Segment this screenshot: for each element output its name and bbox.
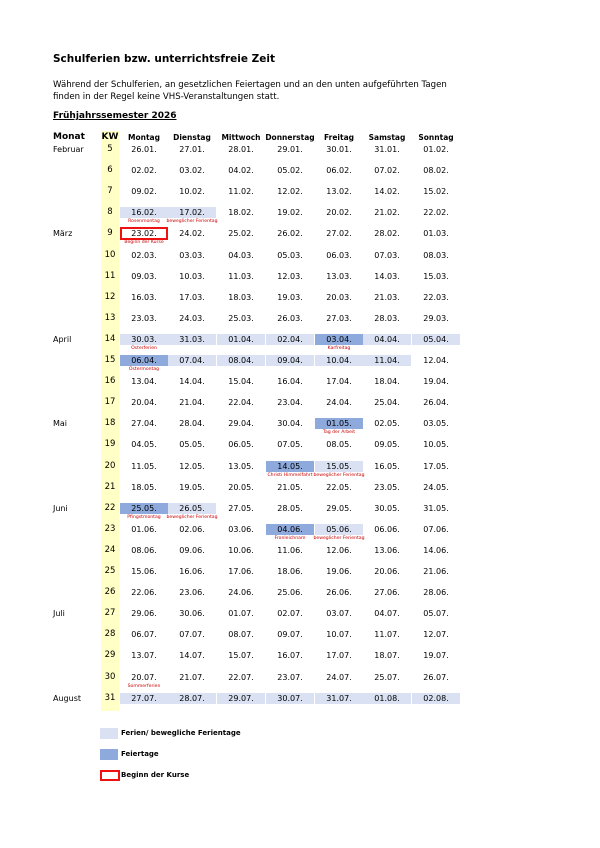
header-dienstag: Dienstag	[173, 133, 211, 142]
date-note: Ostermontag	[128, 367, 160, 372]
date-cell: 25.03.	[228, 313, 254, 323]
date-cell: 24.04.	[326, 398, 352, 408]
date-cell: 01.03.	[423, 229, 449, 239]
date-cell: 07.07.	[179, 630, 205, 640]
date-cell: 14.07.	[179, 651, 205, 661]
date-cell: 06.02.	[326, 166, 352, 176]
date-cell: 01.06.	[131, 524, 157, 534]
date-cell: 11.05.	[131, 461, 157, 471]
date-cell: 18.02.	[228, 208, 254, 218]
date-cell: 21.06.	[423, 567, 449, 576]
date-cell: 25.06.	[277, 588, 303, 598]
date-cell: 16.07.	[277, 651, 303, 661]
date-note: beweglicher Ferientag	[313, 472, 365, 478]
date-cell: 17.04.	[326, 377, 352, 387]
header-mittwoch: Mittwoch	[221, 133, 261, 142]
date-cell: 15.05.	[326, 461, 352, 471]
date-cell: 16.02.	[131, 208, 157, 218]
kw-number: 28	[104, 629, 116, 640]
date-cell: 24.06.	[228, 588, 254, 598]
kw-number: 11	[104, 270, 116, 281]
date-cell: 19.07.	[423, 651, 449, 661]
date-cell: 09.02.	[131, 187, 157, 197]
date-note: Rosenmontag	[128, 219, 160, 225]
date-cell: 22.03.	[423, 292, 449, 302]
date-cell: 23.06.	[179, 588, 205, 598]
date-cell: 20.07.	[131, 672, 157, 682]
date-cell: 16.04.	[277, 377, 303, 387]
kw-number: 25	[104, 566, 116, 576]
date-cell: 06.07.	[131, 630, 157, 640]
date-cell: 13.02.	[326, 187, 352, 197]
date-cell: 26.06.	[326, 588, 352, 598]
kw-number: 23	[104, 523, 116, 534]
date-cell: 26.01.	[131, 145, 157, 154]
date-cell: 23.07.	[277, 672, 303, 682]
date-cell: 10.02.	[179, 187, 205, 197]
date-cell: 10.07.	[326, 630, 352, 640]
date-cell: 06.06.	[374, 524, 400, 534]
legend-swatch-dark	[100, 749, 118, 760]
date-cell: 18.07.	[374, 651, 400, 661]
date-cell: 05.02.	[277, 166, 303, 176]
date-cell: 20.05.	[228, 482, 254, 492]
date-cell: 17.06.	[228, 567, 254, 576]
date-cell: 11.07.	[374, 630, 400, 640]
date-cell: 05.05.	[179, 440, 205, 450]
date-cell: 08.07.	[228, 630, 254, 640]
date-cell: 11.04.	[374, 356, 400, 365]
date-cell: 18.03.	[228, 292, 254, 302]
month-label: Mai	[53, 419, 68, 429]
date-cell: 28.04.	[179, 419, 205, 429]
date-cell: 01.05.	[326, 419, 352, 429]
date-cell: 08.02.	[423, 166, 449, 176]
date-cell: 13.07.	[131, 651, 157, 661]
date-cell: 31.01.	[374, 145, 400, 154]
date-cell: 06.03.	[326, 250, 352, 260]
legend-swatch-box	[100, 770, 120, 781]
date-cell: 21.02.	[374, 208, 400, 218]
date-note: Sommerferien	[127, 683, 161, 689]
date-cell: 05.03.	[277, 250, 303, 260]
intro-line-1: Während der Schulferien, an gesetzlichen Feiertagen und an den unten aufgeführten Tagen	[53, 80, 447, 90]
date-cell: 02.04.	[277, 334, 303, 344]
date-cell: 18.04.	[374, 377, 400, 387]
date-cell: 29.07.	[228, 693, 254, 703]
date-cell: 08.06.	[131, 545, 157, 555]
date-cell: 07.03.	[374, 250, 400, 260]
date-cell: 07.05.	[277, 440, 303, 450]
date-cell: 13.06.	[374, 545, 400, 555]
page-title: Schulferien bzw. unterrichtsfreie Zeit	[53, 53, 275, 65]
date-cell: 22.07.	[228, 672, 254, 682]
date-note: Tag der Arbeit	[322, 430, 356, 436]
date-cell: 09.04.	[277, 356, 303, 365]
date-cell: 28.05.	[277, 503, 303, 513]
date-cell: 07.02.	[374, 166, 400, 176]
kw-number: 21	[104, 481, 116, 492]
date-cell: 04.02.	[228, 166, 254, 176]
date-cell: 02.05.	[374, 419, 400, 429]
date-cell: 01.02.	[423, 145, 449, 154]
date-cell: 26.02.	[277, 229, 303, 239]
legend-label: Feiertage	[121, 750, 159, 758]
header-samstag: Samstag	[368, 133, 406, 142]
date-cell: 13.03.	[326, 271, 352, 281]
date-cell: 20.02.	[326, 208, 352, 218]
date-note: Fronleichnam	[274, 535, 306, 541]
date-cell: 30.04.	[277, 419, 303, 429]
date-cell: 19.03.	[277, 292, 303, 302]
date-cell: 18.05.	[131, 482, 157, 492]
date-cell: 28.03.	[374, 313, 400, 323]
date-cell: 21.05.	[277, 482, 303, 492]
date-cell: 22.04.	[228, 398, 254, 408]
date-cell: 24.05.	[423, 482, 449, 492]
date-note: beweglicher Ferientag	[166, 219, 218, 225]
date-cell: 23.03.	[131, 313, 157, 323]
date-cell: 13.05.	[228, 461, 254, 471]
date-cell: 15.07.	[228, 651, 254, 661]
date-cell: 10.05.	[423, 440, 449, 450]
date-cell: 21.03.	[374, 292, 400, 302]
kw-number: 30	[104, 671, 116, 682]
kw-number: 20	[104, 460, 116, 471]
date-cell: 27.07.	[131, 693, 157, 703]
date-cell: 20.04.	[131, 398, 157, 408]
date-cell: 14.05.	[277, 461, 303, 471]
kw-number: 16	[104, 376, 116, 387]
date-cell: 01.07.	[228, 609, 254, 619]
header-sonntag: Sonntag	[418, 133, 454, 142]
date-cell: 22.02.	[423, 208, 449, 218]
kw-number: 7	[107, 186, 113, 197]
date-cell: 03.07.	[326, 609, 352, 619]
month-label: August	[53, 693, 81, 703]
date-cell: 25.05.	[131, 503, 157, 513]
date-cell: 26.04.	[423, 398, 449, 408]
date-cell: 30.06.	[179, 609, 205, 619]
date-cell: 19.02.	[277, 208, 303, 218]
kw-number: 10	[104, 249, 116, 260]
date-cell: 12.02.	[277, 187, 303, 197]
date-cell: 03.05.	[423, 419, 449, 429]
date-cell: 27.03.	[326, 313, 352, 323]
date-cell: 15.04.	[228, 377, 254, 387]
date-cell: 20.03.	[326, 292, 352, 302]
kw-number: 5	[107, 144, 113, 154]
date-cell: 21.07.	[179, 672, 205, 682]
date-cell: 15.06.	[131, 567, 157, 576]
kw-number: 24	[104, 544, 116, 555]
date-cell: 18.06.	[277, 567, 303, 576]
date-cell: 04.05.	[131, 440, 157, 450]
month-label: Juli	[53, 609, 65, 619]
kw-number: 18	[104, 418, 116, 429]
date-cell: 26.07.	[423, 672, 449, 682]
month-label: April	[53, 334, 72, 344]
date-cell: 24.02.	[179, 229, 205, 239]
kw-number: 31	[104, 692, 116, 703]
date-cell: 03.06.	[228, 524, 254, 534]
kw-number: 12	[104, 291, 116, 302]
date-cell: 10.03.	[179, 271, 205, 281]
date-cell: 28.02.	[374, 229, 400, 239]
date-cell: 27.05.	[228, 503, 254, 513]
kw-number: 15	[104, 355, 116, 365]
date-cell: 23.02.	[131, 229, 157, 239]
date-cell: 06.05.	[228, 440, 254, 450]
date-cell: 15.03.	[423, 271, 449, 281]
date-cell: 28.01.	[228, 145, 254, 154]
kw-number: 22	[104, 502, 116, 513]
date-cell: 29.06.	[131, 609, 157, 619]
kw-number: 8	[107, 207, 113, 218]
date-cell: 02.07.	[277, 609, 303, 619]
date-cell: 13.04.	[131, 377, 157, 387]
date-cell: 15.02.	[423, 187, 449, 197]
date-cell: 17.03.	[179, 292, 205, 302]
kw-number: 27	[104, 608, 116, 619]
date-cell: 03.03.	[179, 250, 205, 260]
date-cell: 30.05.	[374, 503, 400, 513]
date-cell: 26.05.	[179, 503, 205, 513]
date-cell: 31.03.	[179, 334, 205, 344]
date-cell: 08.03.	[423, 250, 449, 260]
date-cell: 22.05.	[326, 482, 352, 492]
date-cell: 06.04.	[131, 356, 157, 365]
month-label: Juni	[53, 503, 68, 513]
date-cell: 09.03.	[131, 271, 157, 281]
date-cell: 12.07.	[423, 630, 449, 640]
date-cell: 02.02.	[131, 166, 157, 176]
date-cell: 30.01.	[326, 145, 352, 154]
kw-number: 29	[104, 650, 116, 661]
date-cell: 11.03.	[228, 271, 254, 281]
date-cell: 08.05.	[326, 440, 352, 450]
date-cell: 27.02.	[326, 229, 352, 239]
date-cell: 24.07.	[326, 672, 352, 682]
date-cell: 25.07.	[374, 672, 400, 682]
kw-number: 26	[104, 587, 116, 598]
date-cell: 22.06.	[131, 588, 157, 598]
date-cell: 27.06.	[374, 588, 400, 598]
kw-number: 14	[104, 333, 116, 344]
date-cell: 12.05.	[179, 461, 205, 471]
date-cell: 01.04.	[228, 334, 254, 344]
date-cell: 03.02.	[179, 166, 205, 176]
date-cell: 27.04.	[131, 419, 157, 429]
kw-number: 9	[107, 228, 113, 239]
date-cell: 25.02.	[228, 229, 254, 239]
kw-number: 19	[104, 439, 116, 450]
header-montag: Montag	[128, 133, 160, 142]
date-cell: 28.06.	[423, 588, 449, 598]
header-freitag: Freitag	[323, 133, 354, 142]
date-cell: 02.06.	[179, 524, 205, 534]
month-label: Februar	[53, 145, 84, 154]
date-cell: 17.05.	[423, 461, 449, 471]
date-cell: 17.02.	[179, 208, 205, 218]
date-note: Osterferien	[131, 345, 157, 351]
date-cell: 26.03.	[277, 313, 303, 323]
date-cell: 31.07.	[326, 693, 352, 703]
date-cell: 23.04.	[277, 398, 303, 408]
date-cell: 02.03.	[131, 250, 157, 260]
date-cell: 12.04.	[423, 356, 449, 365]
date-note: Beginn der Kurse	[124, 240, 164, 246]
date-cell: 27.01.	[179, 145, 205, 154]
kw-number: 13	[104, 312, 116, 323]
date-cell: 04.06.	[277, 524, 303, 534]
date-cell: 23.05.	[374, 482, 400, 492]
date-cell: 20.06.	[374, 567, 400, 576]
date-cell: 16.03.	[131, 292, 157, 302]
date-cell: 09.06.	[179, 545, 205, 555]
date-note: beweglicher Ferientag	[166, 514, 218, 520]
date-cell: 21.04.	[179, 398, 205, 408]
intro-line-2: finden in der Regel keine VHS-Veranstaltungen statt.	[53, 92, 280, 102]
date-cell: 04.04.	[374, 334, 400, 344]
date-cell: 11.06.	[277, 545, 303, 555]
date-cell: 09.07.	[277, 630, 303, 640]
date-cell: 19.05.	[179, 482, 205, 492]
date-note: Pfingstmontag	[127, 514, 161, 520]
date-cell: 12.06.	[326, 545, 352, 555]
date-note: Christi Himmelfahrt	[267, 472, 313, 478]
date-cell: 05.04.	[423, 334, 449, 344]
date-cell: 29.01.	[277, 145, 303, 154]
date-cell: 09.05.	[374, 440, 400, 450]
date-cell: 08.04.	[228, 356, 254, 365]
date-cell: 05.06.	[326, 524, 352, 534]
date-cell: 31.05.	[423, 503, 449, 513]
date-cell: 17.07.	[326, 651, 352, 661]
date-cell: 19.04.	[423, 377, 449, 387]
date-cell: 29.04.	[228, 419, 254, 429]
date-cell: 29.03.	[423, 313, 449, 323]
date-cell: 30.03.	[131, 334, 157, 344]
date-cell: 11.02.	[228, 187, 254, 197]
date-cell: 16.06.	[179, 567, 205, 576]
date-cell: 12.03.	[277, 271, 303, 281]
date-cell: 19.06.	[326, 567, 352, 576]
month-label: März	[53, 229, 73, 239]
date-cell: 14.06.	[423, 545, 449, 555]
date-cell: 07.06.	[423, 524, 449, 534]
date-cell: 04.03.	[228, 250, 254, 260]
date-cell: 02.08.	[423, 693, 449, 703]
date-cell: 29.05.	[326, 503, 352, 513]
date-cell: 24.03.	[179, 313, 205, 323]
legend-label: Ferien/ bewegliche Ferientage	[121, 729, 241, 737]
header-donnerstag: Donnerstag	[265, 133, 315, 142]
legend-swatch-light	[100, 728, 118, 739]
date-cell: 04.07.	[374, 609, 400, 619]
date-cell: 25.04.	[374, 398, 400, 408]
date-cell: 14.03.	[374, 271, 400, 281]
date-note: Karfreitag	[327, 345, 351, 351]
kw-number: 6	[107, 165, 113, 176]
intro-text	[53, 79, 447, 103]
date-cell: 07.04.	[179, 356, 205, 365]
date-cell: 03.04.	[326, 334, 352, 344]
date-cell: 14.02.	[374, 187, 400, 197]
date-cell: 14.04.	[179, 377, 205, 387]
header-kw: KW	[101, 132, 119, 142]
kw-number: 17	[104, 397, 116, 408]
header-monat: Monat	[53, 132, 85, 142]
legend-label: Beginn der Kurse	[121, 771, 190, 779]
date-cell: 01.08.	[374, 693, 400, 703]
date-cell: 28.07.	[179, 693, 205, 703]
date-cell: 10.06.	[228, 545, 254, 555]
date-note: beweglicher Ferientag	[313, 535, 365, 541]
date-cell: 16.05.	[374, 461, 400, 471]
semester-heading: Frühjahrssemester 2026	[53, 111, 177, 121]
date-cell: 05.07.	[423, 609, 449, 619]
date-cell: 30.07.	[277, 693, 303, 703]
date-cell: 10.04.	[326, 356, 352, 365]
